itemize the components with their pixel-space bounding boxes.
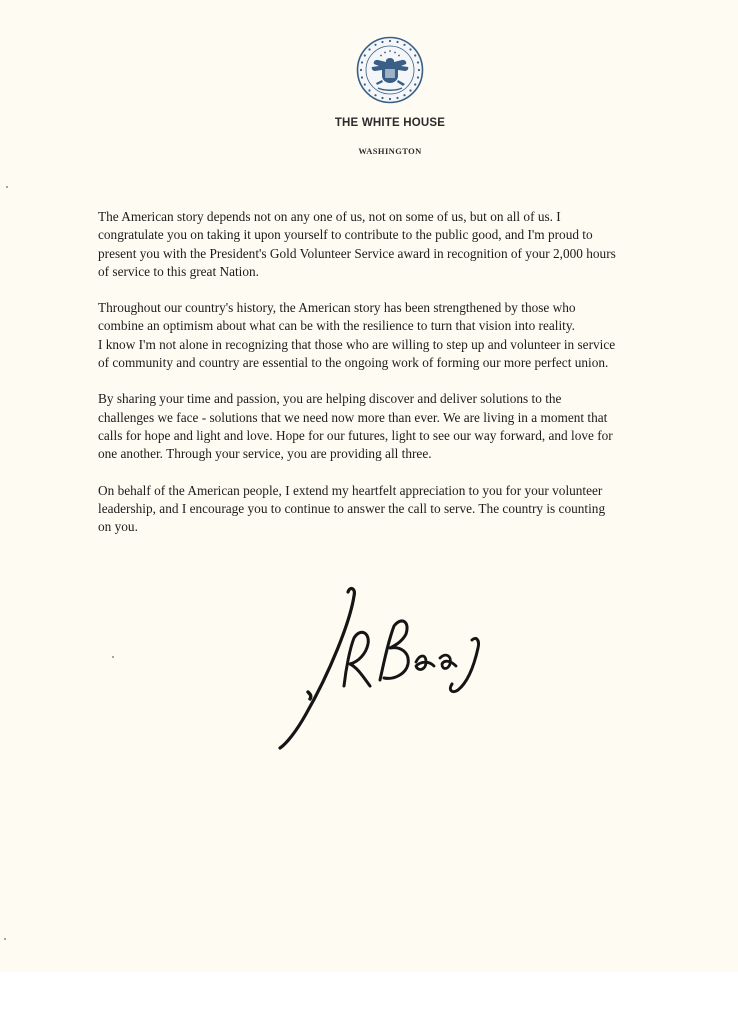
scan-speck: [4, 938, 6, 940]
letter-paragraph: On behalf of the American people, I extend my heartfelt appreciation to you for your volunteer leadership, and I encourage you to continue to answer the call to serve. The country is counting on you.: [98, 482, 606, 535]
letter-body: [98, 208, 698, 554]
letter-paragraph: Throughout our country's history, the American story has been strengthened by those who combine an optimism about what can be with the resilience to turn that vision into reality. I know I'm not alone in recognizing that those who are willing to step up and volunteer in service of community and country are essential to the ongoing work of forming our more perfect union.: [98, 300, 616, 371]
letter-paragraph: By sharing your time and passion, you are helping discover and deliver solutions to the challenges we face - solutions that we need now more than ever. We are living in a moment that calls for hope and light and love. Hope for our futures, light to see our way forward, and love for one another. Through your service, you are providing all three.: [98, 391, 613, 462]
scan-margin: [0, 972, 738, 1024]
letter-paragraph: The American story depends not on any one of us, not on some of us, but on all of us. I congratulate you on taking it upon yourself to contribute to the public good, and I'm proud to present you with the President's Gold Volunteer Service award in recognition of your 2,000 hours of service to this great Nation.: [98, 209, 616, 279]
scan-speck: [112, 656, 114, 658]
presidential-seal-icon: [356, 36, 424, 104]
handwritten-signature-icon: [270, 582, 510, 754]
letterhead-title: THE WHITE HOUSE: [334, 117, 446, 129]
scan-speck: [6, 186, 8, 188]
letterhead-city: WASHINGTON: [358, 146, 422, 156]
